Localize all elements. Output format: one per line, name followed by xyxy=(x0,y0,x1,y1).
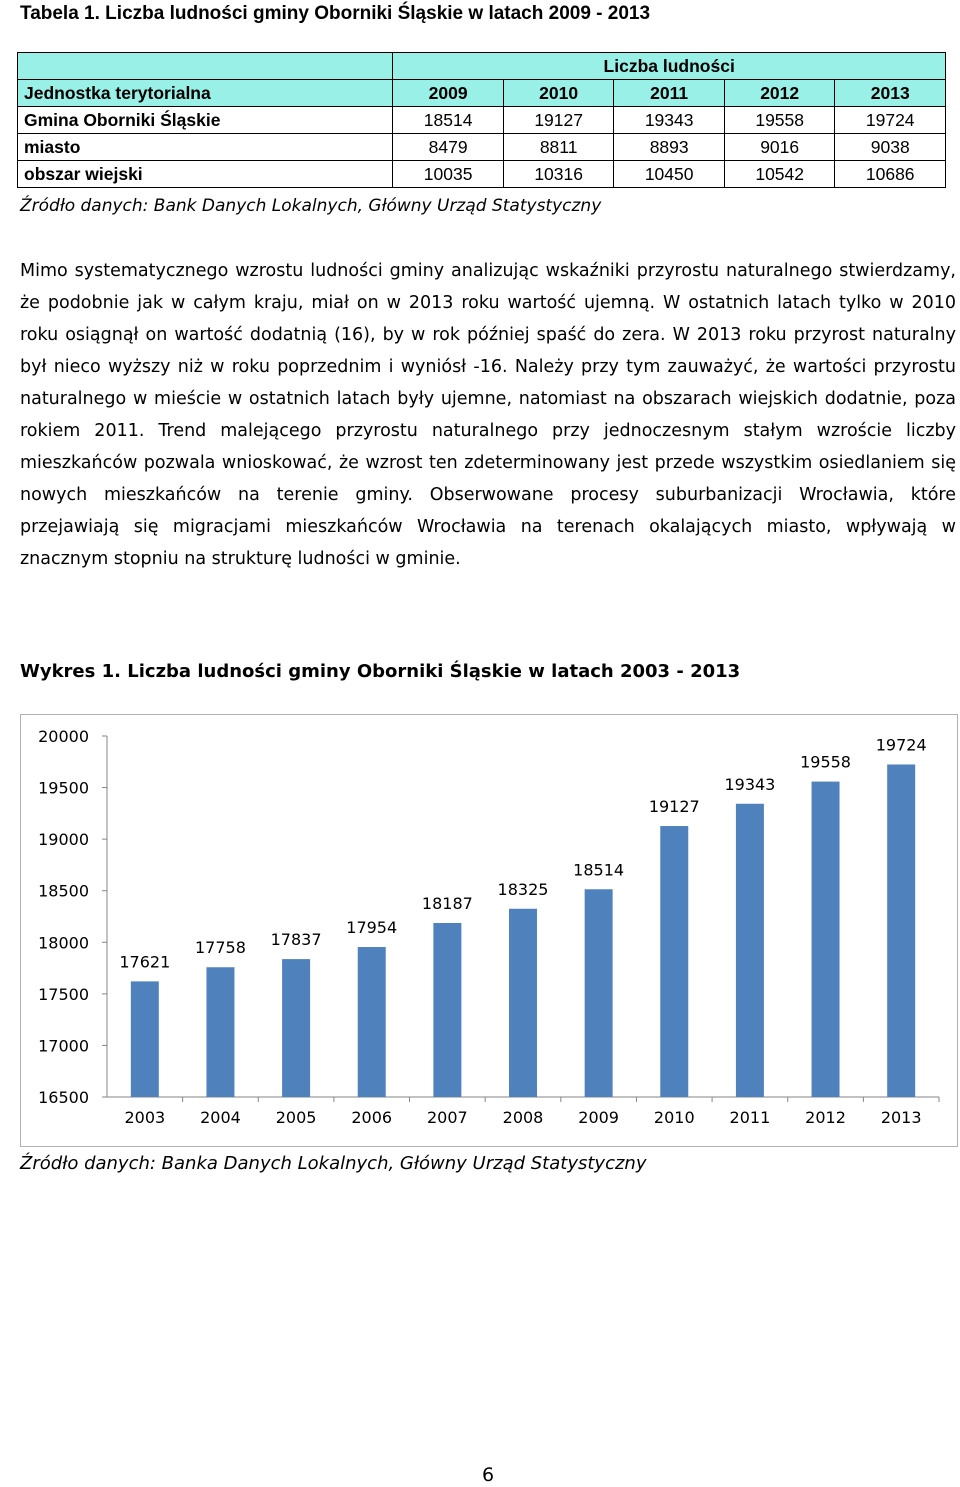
bar xyxy=(660,826,688,1097)
bar-value-label: 19343 xyxy=(724,774,776,794)
table-source-note: Źródło danych: Bank Danych Lokalnych, Główny Urząd Statystyczny xyxy=(20,196,602,216)
x-tick-label: 2007 xyxy=(427,1108,468,1127)
year-header: 2009 xyxy=(393,80,504,107)
table-super-header: Liczba ludności xyxy=(393,53,946,80)
bar xyxy=(358,947,386,1097)
year-header: 2010 xyxy=(503,80,614,107)
x-tick-label: 2013 xyxy=(880,1108,922,1127)
table-cell: 9038 xyxy=(835,134,946,161)
table-row xyxy=(18,161,946,188)
chart-title: Wykres 1. Liczba ludności gminy Oborniki Śląskie w latach 2003 - 2013 xyxy=(20,661,741,682)
table-cell: 19558 xyxy=(724,107,835,134)
x-tick-label: 2004 xyxy=(200,1108,241,1127)
table-cell: 10686 xyxy=(835,161,946,188)
x-tick-label: 2005 xyxy=(275,1108,317,1127)
bar-value-label: 19724 xyxy=(875,735,927,755)
bar-value-label: 17758 xyxy=(195,938,246,958)
y-tick-label: 20000 xyxy=(38,727,89,746)
x-tick-label: 2010 xyxy=(653,1108,695,1127)
year-header: 2013 xyxy=(835,80,946,107)
table-cell: 9016 xyxy=(724,134,835,161)
bar-value-label: 19127 xyxy=(648,797,700,817)
table-cell: 10450 xyxy=(614,161,725,188)
y-tick-label: 17500 xyxy=(38,984,89,1004)
table-row xyxy=(18,107,946,134)
chart-source-note: Źródło danych: Banka Danych Lokalnych, Główny Urząd Statystyczny xyxy=(20,1153,647,1174)
y-tick-label: 19000 xyxy=(38,830,89,850)
table-cell: 8893 xyxy=(614,134,725,161)
bar-value-label: 18187 xyxy=(421,893,473,913)
x-tick-label: 2012 xyxy=(805,1108,846,1127)
bar xyxy=(282,959,310,1097)
x-tick-label: 2009 xyxy=(578,1108,619,1127)
chart-svg xyxy=(21,715,959,1148)
x-tick-label: 2006 xyxy=(351,1108,393,1127)
table-corner-cell xyxy=(18,53,393,80)
y-tick-label: 18000 xyxy=(38,933,89,953)
table-row xyxy=(18,134,946,161)
bar-value-label: 18514 xyxy=(573,860,625,880)
table-cell: 8479 xyxy=(393,134,504,161)
table-label-header: Jednostka terytorialna xyxy=(18,80,393,107)
y-tick-label: 18500 xyxy=(38,881,89,901)
table-title: Tabela 1. Liczba ludności gminy Oborniki Śląskie w latach 2009 - 2013 xyxy=(20,3,651,24)
x-tick-label: 2011 xyxy=(729,1108,771,1127)
bar-value-label: 18325 xyxy=(497,879,549,899)
bar-value-label: 17621 xyxy=(119,952,171,972)
x-tick-label: 2008 xyxy=(502,1108,544,1127)
table-cell: 10035 xyxy=(393,161,504,188)
table-cell: 10542 xyxy=(724,161,835,188)
bar xyxy=(812,782,840,1097)
bar-value-label: 17954 xyxy=(346,918,398,938)
table-cell: 19343 xyxy=(614,107,725,134)
bar xyxy=(433,923,461,1097)
body-paragraph: Mimo systematycznego wzrostu ludności gminy analizując wskaźniki przyrostu naturalnego stwierdzamy, że podobnie jak w całym kraju, miał on w 2013 roku wartość ujemną. W ostatnich latach tylko w 2010 roku osiągnął on wartość dodatnią (16), by w rok później spaść do zera. W 2013 roku przyrost naturalny był nieco wyższy niż w roku poprzednim i wyniósł -16. Należy przy tym zauważyć, że wartości przyrostu naturalnego w mieście w ostatnich latach były ujemne, natomiast na obszarach wiejskich dodatnie, poza rokiem 2011. Trend malejącego przyrostu naturalnego przy jednoczesnym stałym wzroście liczby mieszkańców pozwala wnioskować, że wzrost ten zdeterminowany jest przede wszystkim osiedlaniem się nowych mieszkańców na terenie gminy. Obserwowane procesy suburbanizacji Wrocławia, które przejawiają się migracjami mieszkańców Wrocławia na terenach okalających miasto, wpływają w znacznym stopniu na strukturę ludności w gminie. xyxy=(20,261,956,569)
bar xyxy=(585,889,613,1097)
table-cell: 10316 xyxy=(503,161,614,188)
bar xyxy=(736,804,764,1097)
bar-value-label: 17837 xyxy=(270,930,322,950)
bar-value-label: 19558 xyxy=(800,752,851,772)
bar xyxy=(206,967,234,1097)
bar xyxy=(887,764,915,1097)
y-tick-label: 19500 xyxy=(38,778,89,798)
page-number: 6 xyxy=(481,1464,495,1486)
bar xyxy=(509,909,537,1097)
table-cell: 19724 xyxy=(835,107,946,134)
row-label: miasto xyxy=(18,134,393,161)
row-label: obszar wiejski xyxy=(18,161,393,188)
y-tick-label: 16500 xyxy=(38,1088,89,1107)
table-cell: 18514 xyxy=(393,107,504,134)
table-cell: 19127 xyxy=(503,107,614,134)
y-tick-label: 17000 xyxy=(38,1036,89,1056)
year-header: 2011 xyxy=(614,80,725,107)
row-label: Gmina Oborniki Śląskie xyxy=(18,107,393,134)
year-header: 2012 xyxy=(724,80,835,107)
table-cell: 8811 xyxy=(503,134,614,161)
bar xyxy=(131,981,159,1097)
population-table xyxy=(17,52,946,188)
x-tick-label: 2003 xyxy=(124,1108,166,1127)
population-bar-chart xyxy=(20,714,958,1147)
